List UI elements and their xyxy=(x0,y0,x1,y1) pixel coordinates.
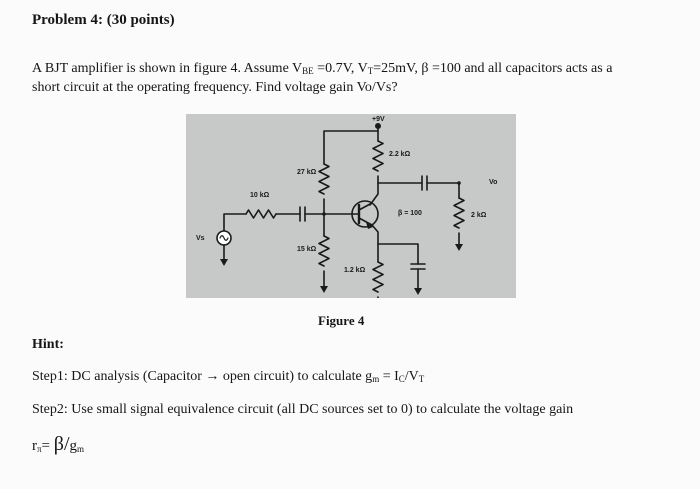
figure-caption: Figure 4 xyxy=(318,313,365,328)
gm-subscript: m xyxy=(372,374,380,384)
vbe-subscript: BE xyxy=(302,66,314,76)
rs-label: 10 kΩ xyxy=(250,192,270,199)
beta-label: β = 100 xyxy=(398,210,422,217)
formula-equals: = xyxy=(41,438,54,454)
step1-text-b: = I xyxy=(379,369,399,384)
step1-text-c: /V xyxy=(404,369,419,384)
formula-m-subscript: m xyxy=(77,444,85,454)
circuit-diagram xyxy=(186,114,516,298)
question-text-b: =0.7V, V xyxy=(313,61,368,76)
base-node xyxy=(322,212,326,216)
rpi-formula xyxy=(32,433,84,456)
r2-label: 15 kΩ xyxy=(297,246,317,253)
r1-label: 27 kΩ xyxy=(297,169,317,176)
output-node xyxy=(457,181,461,185)
ic-subscript: C xyxy=(398,374,405,384)
formula-pi-subscript: π xyxy=(37,444,42,454)
formula-slash: / xyxy=(63,433,70,455)
vo-label: Vo xyxy=(489,179,498,186)
re-label: 1.2 kΩ xyxy=(344,267,366,274)
question-line-2: short circuit at the operating frequency. Find voltage gain Vo/Vs? xyxy=(32,80,398,95)
supply-label: +9V xyxy=(372,116,385,123)
vt-subscript-hint: T xyxy=(418,374,425,384)
formula-g: g xyxy=(69,438,78,454)
hint-step-2: Step2: Use small signal equivalence circuit (all DC sources set to 0) to calculate the voltage gain xyxy=(32,402,574,417)
hint-step-1 xyxy=(32,369,424,385)
question-text-a: A BJT amplifier is shown in figure 4. Assume V xyxy=(32,61,303,76)
rl-label: 2 kΩ xyxy=(471,212,487,219)
step1-text-a: Step1: DC analysis (Capacitor → open circuit) to calculate g xyxy=(32,369,373,384)
formula-r: r xyxy=(32,438,37,454)
rc-label: 2.2 kΩ xyxy=(389,151,411,158)
vs-label: Vs xyxy=(196,235,205,242)
question-text-c: =25mV, β =100 and all capacitors acts as a xyxy=(373,61,613,76)
problem-heading: Problem 4: (30 points) xyxy=(32,12,175,28)
hint-title: Hint: xyxy=(32,337,64,352)
formula-beta: β xyxy=(53,433,64,455)
question-line-1 xyxy=(32,61,612,77)
vt-subscript: T xyxy=(367,66,374,76)
